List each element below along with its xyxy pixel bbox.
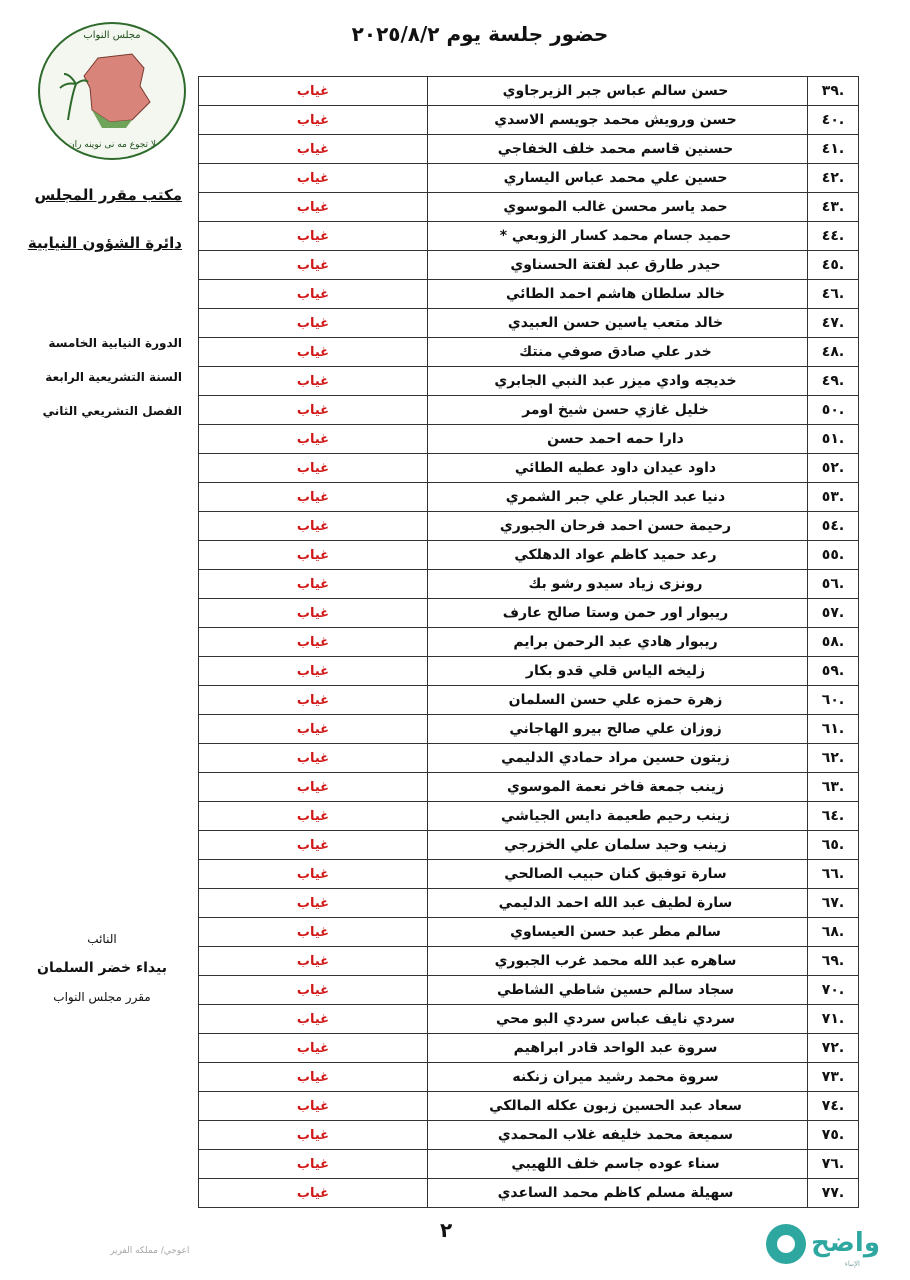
attendance-status: غياب <box>199 338 428 367</box>
row-number: .٤٦ <box>808 280 859 309</box>
row-number: .٤٩ <box>808 367 859 396</box>
row-number: .٥٢ <box>808 454 859 483</box>
signature-name: بيداء خضر السلمان <box>37 960 167 976</box>
row-number: .٧٠ <box>808 976 859 1005</box>
attendance-status: غياب <box>199 686 428 715</box>
member-name: سارة لطيف عبد الله احمد الدليمي <box>428 889 808 918</box>
attendance-table <box>198 76 859 1208</box>
attendance-status: غياب <box>199 396 428 425</box>
table-row <box>199 599 859 628</box>
attendance-status: غياب <box>199 1150 428 1179</box>
member-name: زهرة حمزه علي حسن السلمان <box>428 686 808 715</box>
attendance-status: غياب <box>199 77 428 106</box>
member-name: حسنين قاسم محمد خلف الخفاجي <box>428 135 808 164</box>
member-name: سردي نايف عباس سردي البو محي <box>428 1005 808 1034</box>
member-name: حسن سالم عباس جبر الزيرجاوي <box>428 77 808 106</box>
table-row <box>199 280 859 309</box>
watermark-subtext: الإنباء <box>844 1260 860 1268</box>
row-number: .٦١ <box>808 715 859 744</box>
attendance-status: غياب <box>199 744 428 773</box>
attendance-status: غياب <box>199 1121 428 1150</box>
attendance-status: غياب <box>199 193 428 222</box>
table-row <box>199 77 859 106</box>
attendance-status: غياب <box>199 106 428 135</box>
attendance-status: غياب <box>199 425 428 454</box>
row-number: .٣٩ <box>808 77 859 106</box>
row-number: .٦٦ <box>808 860 859 889</box>
member-name: حمد ياسر محسن غالب الموسوي <box>428 193 808 222</box>
member-name: زينب وحيد سلمان علي الخزرجي <box>428 831 808 860</box>
table-row <box>199 947 859 976</box>
table-row <box>199 541 859 570</box>
table-row <box>199 309 859 338</box>
attendance-status: غياب <box>199 947 428 976</box>
table-row <box>199 106 859 135</box>
table-row <box>199 744 859 773</box>
row-number: .٥٧ <box>808 599 859 628</box>
seal-bottom-text: لا تجوع مه نى نوينه ران <box>67 140 157 150</box>
member-name: خدر علي صادق صوفي منتك <box>428 338 808 367</box>
attendance-status: غياب <box>199 802 428 831</box>
attendance-status: غياب <box>199 222 428 251</box>
row-number: .٥١ <box>808 425 859 454</box>
attendance-status: غياب <box>199 280 428 309</box>
iraq-map-icon <box>40 24 184 158</box>
table-row <box>199 802 859 831</box>
table-row <box>199 773 859 802</box>
member-name: خليل غازي حسن شيخ اومر <box>428 396 808 425</box>
attendance-status: غياب <box>199 135 428 164</box>
attendance-status: غياب <box>199 628 428 657</box>
row-number: .٤٠ <box>808 106 859 135</box>
row-number: .٧٥ <box>808 1121 859 1150</box>
row-number: .٤٤ <box>808 222 859 251</box>
table-row <box>199 1034 859 1063</box>
attendance-status: غياب <box>199 309 428 338</box>
row-number: .٥٨ <box>808 628 859 657</box>
attendance-status: غياب <box>199 512 428 541</box>
table-row <box>199 570 859 599</box>
table-row <box>199 1005 859 1034</box>
attendance-status: غياب <box>199 715 428 744</box>
member-name: دارا حمه احمد حسن <box>428 425 808 454</box>
attendance-status: غياب <box>199 1092 428 1121</box>
row-number: .٧٣ <box>808 1063 859 1092</box>
attendance-status: غياب <box>199 164 428 193</box>
table-row <box>199 1121 859 1150</box>
member-name: حسين علي محمد عباس اليساري <box>428 164 808 193</box>
row-number: .٦٨ <box>808 918 859 947</box>
table-row <box>199 715 859 744</box>
parliament-seal <box>38 22 186 160</box>
signature-title: النائب <box>87 932 117 946</box>
table-row <box>199 338 859 367</box>
attendance-status: غياب <box>199 483 428 512</box>
table-row <box>199 251 859 280</box>
row-number: .٧٦ <box>808 1150 859 1179</box>
attendance-status: غياب <box>199 918 428 947</box>
member-name: ساهره عبد الله محمد غرب الجبوري <box>428 947 808 976</box>
row-number: .٤٧ <box>808 309 859 338</box>
row-number: .٥٦ <box>808 570 859 599</box>
row-number: .٤١ <box>808 135 859 164</box>
attendance-status: غياب <box>199 976 428 1005</box>
member-name: زليخه الياس قلي قدو بكار <box>428 657 808 686</box>
attendance-status: غياب <box>199 367 428 396</box>
member-name: زوزان علي صالح بيرو الهاجاني <box>428 715 808 744</box>
member-name: حيدر طارق عبد لفتة الحسناوي <box>428 251 808 280</box>
attendance-table-wrapper <box>198 76 853 1208</box>
table-row <box>199 164 859 193</box>
signature-role: مقرر مجلس النواب <box>53 990 151 1004</box>
attendance-status: غياب <box>199 1034 428 1063</box>
row-number: .٥٩ <box>808 657 859 686</box>
table-row <box>199 396 859 425</box>
member-name: سارة توفيق كنان حبيب الصالحي <box>428 860 808 889</box>
table-row <box>199 1150 859 1179</box>
member-name: ريبوار هادي عبد الرحمن برايم <box>428 628 808 657</box>
row-number: .٧١ <box>808 1005 859 1034</box>
department-heading: دائرة الشؤون النيابية <box>27 234 182 252</box>
member-name: سروة محمد رشيد ميران زنكنه <box>428 1063 808 1092</box>
office-heading: مكتب مقرر المجلس <box>34 186 182 204</box>
row-number: .٦٧ <box>808 889 859 918</box>
member-name: زيتون حسين مراد حمادي الدليمي <box>428 744 808 773</box>
row-number: .٧٢ <box>808 1034 859 1063</box>
member-name: سروة عبد الواحد قادر ابراهيم <box>428 1034 808 1063</box>
member-name: سعاد عبد الحسين زبون عكله المالكي <box>428 1092 808 1121</box>
member-name: رحيمة حسن احمد فرحان الجبوري <box>428 512 808 541</box>
row-number: .٤٣ <box>808 193 859 222</box>
table-row <box>199 976 859 1005</box>
member-name: رونزى زياد سيدو رشو بك <box>428 570 808 599</box>
table-row <box>199 135 859 164</box>
row-number: .٧٧ <box>808 1179 859 1208</box>
attendance-status: غياب <box>199 454 428 483</box>
attendance-status: غياب <box>199 599 428 628</box>
table-row <box>199 367 859 396</box>
seal-top-text: مجلس النواب <box>83 30 141 41</box>
member-name: زينب رحيم طعيمة دايس الجياشي <box>428 802 808 831</box>
row-number: .٦٢ <box>808 744 859 773</box>
attendance-status: غياب <box>199 1179 428 1208</box>
table-row <box>199 628 859 657</box>
row-number: .٦٠ <box>808 686 859 715</box>
row-number: .٥٤ <box>808 512 859 541</box>
row-number: .٦٩ <box>808 947 859 976</box>
table-row <box>199 1063 859 1092</box>
attendance-status: غياب <box>199 1005 428 1034</box>
table-row <box>199 686 859 715</box>
row-number: .٦٣ <box>808 773 859 802</box>
row-number: .٦٥ <box>808 831 859 860</box>
member-name: حميد جسام محمد كسار الزوبعي * <box>428 222 808 251</box>
table-row <box>199 1092 859 1121</box>
handwritten-note: اعوجي/ مملكه الفرير <box>110 1246 190 1256</box>
member-name: خالد سلطان هاشم احمد الطائي <box>428 280 808 309</box>
attendance-status: غياب <box>199 889 428 918</box>
member-name: سجاد سالم حسين شاطي الشاطي <box>428 976 808 1005</box>
attendance-status: غياب <box>199 541 428 570</box>
member-name: سناء عوده جاسم خلف اللهيبي <box>428 1150 808 1179</box>
member-name: ريبوار اور حمن وستا صالح عارف <box>428 599 808 628</box>
row-number: .٥٣ <box>808 483 859 512</box>
member-name: سميعة محمد خليفه غلاب المحمدي <box>428 1121 808 1150</box>
row-number: .٤٢ <box>808 164 859 193</box>
row-number: .٥٥ <box>808 541 859 570</box>
row-number: .٥٠ <box>808 396 859 425</box>
attendance-status: غياب <box>199 570 428 599</box>
page-number: ٢ <box>440 1218 453 1242</box>
table-row <box>199 512 859 541</box>
watermark-logo <box>760 1218 882 1270</box>
attendance-status: غياب <box>199 831 428 860</box>
member-name: دنيا عبد الجبار علي جبر الشمري <box>428 483 808 512</box>
table-row <box>199 860 859 889</box>
attendance-status: غياب <box>199 860 428 889</box>
member-name: داود عيدان داود عطيه الطائي <box>428 454 808 483</box>
member-name: زينب جمعة فاخر نعمة الموسوي <box>428 773 808 802</box>
table-row <box>199 657 859 686</box>
watermark-text: واضح <box>811 1228 880 1258</box>
term-line-2: السنة التشريعية الرابعة <box>45 370 182 384</box>
member-name: خالد متعب ياسين حسن العبيدي <box>428 309 808 338</box>
member-name: خديجه وادي ميزر عبد النبي الجابري <box>428 367 808 396</box>
page-title: حضور جلسة يوم ٢٠٢٥/٨/٢ <box>351 22 609 46</box>
table-row <box>199 222 859 251</box>
table-row <box>199 454 859 483</box>
row-number: .٧٤ <box>808 1092 859 1121</box>
term-line-3: الفصل التشريعي الثاني <box>42 404 182 418</box>
table-row <box>199 889 859 918</box>
table-row <box>199 193 859 222</box>
attendance-status: غياب <box>199 1063 428 1092</box>
attendance-status: غياب <box>199 773 428 802</box>
member-name: سالم مطر عبد حسن العيساوي <box>428 918 808 947</box>
member-name: رعد حميد كاظم عواد الدهلكي <box>428 541 808 570</box>
table-row <box>199 425 859 454</box>
table-row <box>199 831 859 860</box>
member-name: سهيلة مسلم كاظم محمد الساعدي <box>428 1179 808 1208</box>
table-row <box>199 483 859 512</box>
row-number: .٤٨ <box>808 338 859 367</box>
table-row <box>199 918 859 947</box>
row-number: .٤٥ <box>808 251 859 280</box>
attendance-status: غياب <box>199 657 428 686</box>
member-name: حسن ورويش محمد جويسم الاسدي <box>428 106 808 135</box>
row-number: .٦٤ <box>808 802 859 831</box>
term-line-1: الدورة النيابية الخامسة <box>48 336 182 350</box>
table-row <box>199 1179 859 1208</box>
attendance-status: غياب <box>199 251 428 280</box>
